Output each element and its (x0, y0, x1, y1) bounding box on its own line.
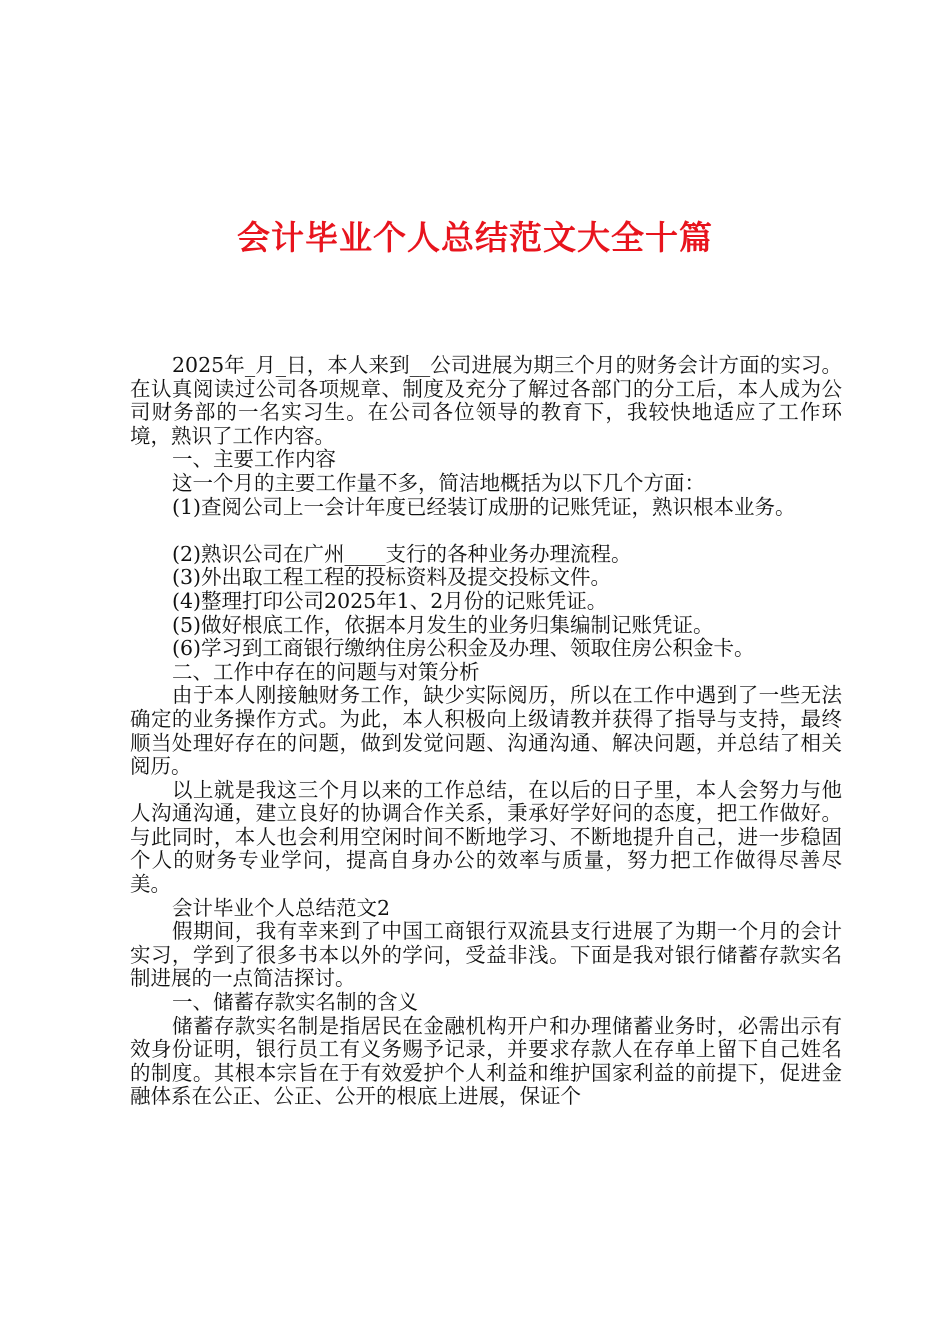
section-heading: 二、工作中存在的问题与对策分析 (172, 659, 480, 684)
list-item: (4)整理打印公司2025年1、2月份的记账凭证。 (172, 588, 608, 613)
paragraph: 以上就是我这三个月以来的工作总结，在以后的日子里，本人会努力与他人沟通沟通，建立良好的协调合作关系，秉承好学好问的态度，把工作做好。与此同时，本人也会利用空闲时间不断地学习、不断地提升自己，进一步稳固个人的财务专业学问，提高自身办公的效率与质量，努力把工作做得尽善尽美。 (130, 777, 842, 897)
document-title: 会计毕业个人总结范文大全十篇 (237, 218, 713, 257)
paragraph: 假期间，我有幸来到了中国工商银行双流县支行进展了为期一个月的会计实习，学到了很多书本以外的学问，受益非浅。下面是我对银行储蓄存款实名制进展的一点简洁探讨。 (130, 919, 842, 991)
paragraph: 2025年_月_日，本人来到__公司进展为期三个月的财务会计方面的实习。在认真阅读过公司各项规章、制度及充分了解过各部门的分工后，本人成为公司财务部的一名实习生。在公司各位领导的教育下，我较快地适应了工作环境，熟识了工作内容。 (130, 353, 842, 448)
section-heading: 一、主要工作内容 (172, 447, 336, 472)
list-item: (1)查阅公司上一会计年度已经装订成册的记账凭证，熟识根本业务。 (172, 494, 796, 519)
list-item: (5)做好根底工作，依据本月发生的业务归集编制记账凭证。 (172, 612, 714, 637)
document-body (130, 354, 842, 1109)
blank-line (130, 519, 842, 543)
list-item: (3)外出取工程工程的投标资料及提交投标文件。 (172, 565, 612, 590)
section-heading: 会计毕业个人总结范文2 (172, 895, 391, 920)
list-item: (2)熟识公司在广州____支行的各种业务办理流程。 (172, 541, 632, 566)
section-heading: 一、储蓄存款实名制的含义 (172, 990, 418, 1015)
paragraph: 这一个月的主要工作量不多，简洁地概括为以下几个方面： (172, 470, 705, 495)
list-item: (6)学习到工商银行缴纳住房公积金及办理、领取住房公积金卡。 (172, 636, 755, 661)
paragraph: 由于本人刚接触财务工作，缺少实际阅历，所以在工作中遇到了一些无法确定的业务操作方式。为此，本人积极向上级请教并获得了指导与支持，最终顺当处理好存在的问题，做到发觉问题、沟通沟通、解决问题，并总结了相关阅历。 (130, 683, 842, 779)
paragraph: 储蓄存款实名制是指居民在金融机构开户和办理储蓄业务时，必需出示有效身份证明，银行员工有义务赐予记录，并要求存款人在存单上留下自己姓名的制度。其根本宗旨在于有效爱护个人利益和维护国家利益的前提下，促进金融体系在公正、公正、公开的根底上进展，保证个 (130, 1013, 842, 1109)
